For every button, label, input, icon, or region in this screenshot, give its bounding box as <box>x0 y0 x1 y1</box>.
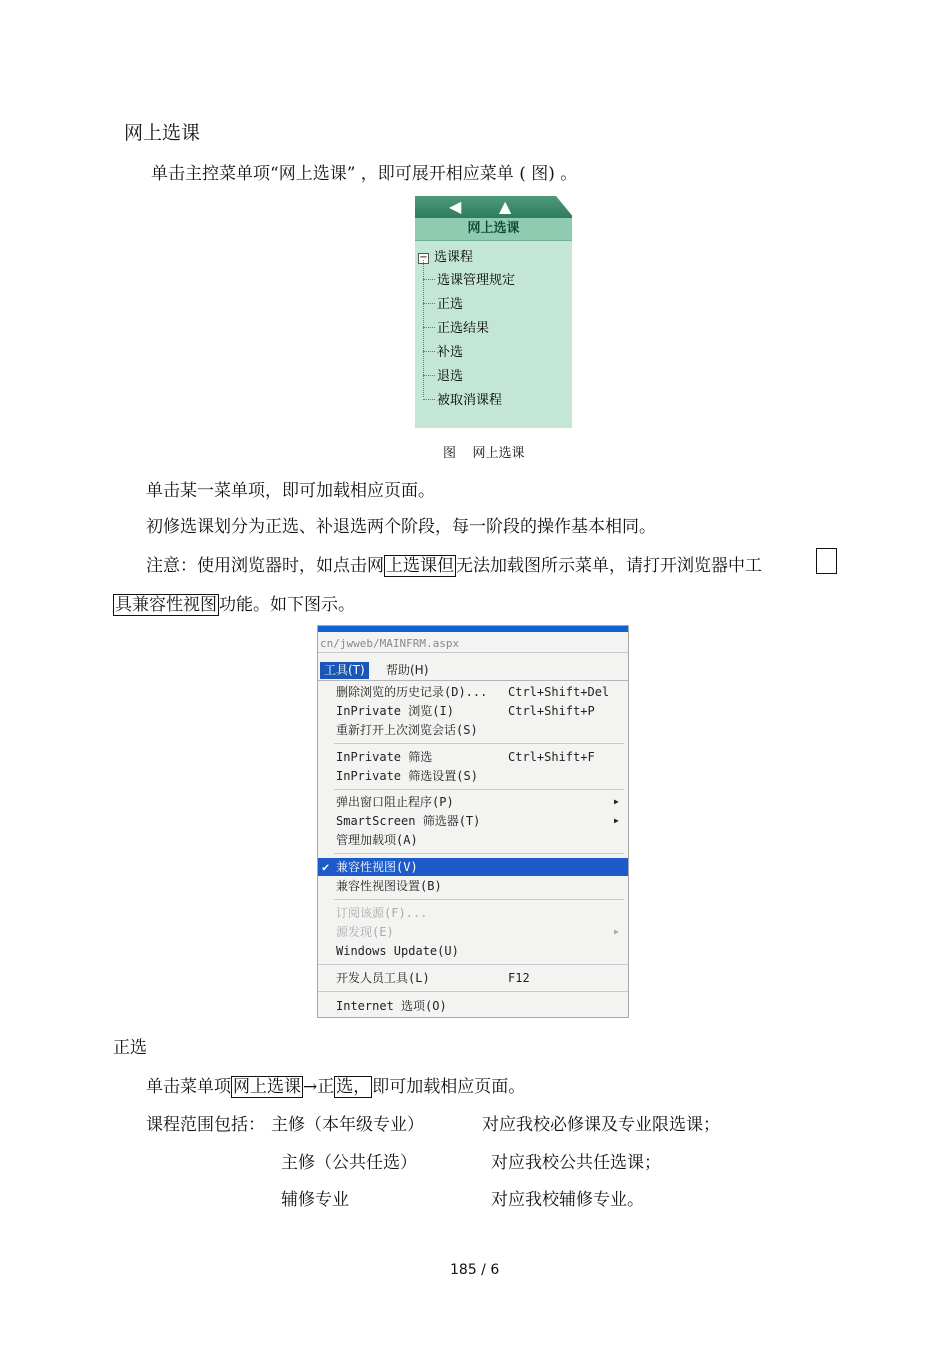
section2-heading: 正选 <box>113 1038 147 1058</box>
scope-desc-1: 对应我校必修课及专业限选课； <box>482 1115 720 1135</box>
note-boxed-text-2: 具兼容性视图 <box>115 595 217 615</box>
menu-item-compat-view-settings[interactable]: 兼容性视图设置(B) <box>336 879 442 893</box>
submenu-arrow-icon: ▶ <box>614 927 619 936</box>
menu-item-inprivate-filter-settings[interactable]: InPrivate 筛选设置(S) <box>336 769 478 783</box>
scope-desc-2: 对应我校公共任选课； <box>491 1153 661 1173</box>
menu-header-bar <box>415 196 572 218</box>
steps-arrow: →正 <box>303 1077 335 1097</box>
menu-item-delete-history[interactable]: 删除浏览的历史记录(D)... Ctrl+Shift+Del <box>336 685 610 699</box>
menu-item-internet-options[interactable]: Internet 选项(O) <box>336 999 447 1013</box>
address-bar[interactable]: cn/jwweb/MAINFRM.aspx <box>318 635 629 653</box>
caption-text: 网上选课 <box>472 446 525 461</box>
scope-name-1: 主修（本年级专业） <box>271 1115 424 1135</box>
menu-item-inprivate-browse[interactable]: InPrivate 浏览(I) Ctrl+Shift+P <box>336 704 595 718</box>
note-text-cont: 无法加载图所示菜单，请打开浏览器中工 <box>456 556 762 576</box>
online-course-menu-figure <box>415 196 572 428</box>
checkmark-icon: ✔ <box>322 860 330 874</box>
menu-item-windows-update[interactable]: Windows Update(U) <box>336 944 459 958</box>
menu-item-inprivate-filter[interactable]: InPrivate 筛选 Ctrl+Shift+F <box>336 750 595 764</box>
steps-boxed-1: 网上选课 <box>233 1077 301 1097</box>
steps-text-end: 即可加载相应页面。 <box>372 1077 526 1097</box>
tree-item-rules[interactable] <box>423 269 515 288</box>
menu-help[interactable]: 帮助(H) <box>386 663 429 677</box>
menu-title[interactable]: 网上选课 <box>415 218 572 241</box>
note-text: 注意：使用浏览器时，如点击网 <box>146 556 384 576</box>
steps-text: 单击菜单项 <box>146 1077 231 1097</box>
tree-root-course[interactable] <box>418 246 473 265</box>
tree-item-label: 正选 <box>437 297 464 312</box>
submenu-arrow-icon: ▶ <box>614 797 619 806</box>
menu-item-smartscreen[interactable]: SmartScreen 筛选器(T) ▶ <box>336 814 619 828</box>
collapse-icon[interactable]: − <box>419 252 428 263</box>
scope-desc-3: 对应我校辅修专业。 <box>491 1190 644 1210</box>
scope-name-2: 主修（公共任选） <box>281 1153 417 1173</box>
ie-tools-menu-figure <box>317 625 629 1018</box>
caption-prefix: 图 <box>443 446 457 461</box>
menu-item-popup-blocker[interactable]: 弹出窗口阻止程序(P) ▶ <box>336 795 619 809</box>
paragraph-note-line2 <box>113 590 355 615</box>
empty-box <box>816 548 837 574</box>
paragraph-stages: 初修选课划分为正选、补退选两个阶段，每一阶段的操作基本相同。 <box>146 517 656 537</box>
note-boxed-text: 上选课但 <box>386 556 454 576</box>
note-text-end: 功能。如下图示。 <box>219 595 355 615</box>
paragraph-steps <box>146 1072 525 1097</box>
left-arrow-icon[interactable]: ◀ <box>449 197 462 216</box>
tree-item-label: 被取消课程 <box>437 393 503 408</box>
tree-item-label: 补选 <box>437 345 464 360</box>
menu-tools[interactable]: 工具(T) <box>320 662 369 679</box>
tree-item-selection-result[interactable] <box>423 317 489 336</box>
submenu-arrow-icon: ▶ <box>614 816 619 825</box>
menu-item-subscribe-feed: 订阅该源(F)... <box>336 906 428 920</box>
tree-item-label: 退选 <box>437 369 464 384</box>
menu-item-manage-addons[interactable]: 管理加载项(A) <box>336 833 418 847</box>
tree-item-main-selection[interactable] <box>423 293 463 312</box>
tree-item-withdraw[interactable] <box>423 365 463 384</box>
steps-boxed-2: 选， <box>336 1077 371 1097</box>
title-bar <box>318 626 629 632</box>
scope-name-3: 辅修专业 <box>281 1190 349 1210</box>
menu-item-compat-view[interactable]: ✔ 兼容性视图(V) <box>318 858 628 876</box>
tree-item-cancelled[interactable] <box>423 389 502 408</box>
menu-bar <box>318 661 629 681</box>
scope-label: 课程范围包括： <box>146 1115 265 1135</box>
menu-item-reopen-session[interactable]: 重新打开上次浏览会话(S) <box>336 723 478 737</box>
tree-item-label: 选课管理规定 <box>437 273 516 288</box>
paragraph-intro: 单击主控菜单项“网上选课” ，即可展开相应菜单 ( 图) 。 <box>151 164 578 184</box>
paragraph-note <box>146 551 762 576</box>
page-number: 185 / 6 <box>450 1262 500 1278</box>
section-heading: 网上选课 <box>124 122 201 144</box>
tree-item-supplementary[interactable] <box>423 341 463 360</box>
menu-item-developer-tools[interactable]: 开发人员工具(L) F12 <box>336 971 530 985</box>
tree-root-label: 选课程 <box>434 250 474 265</box>
tree-item-label: 正选结果 <box>437 321 490 336</box>
menu-item-feed-discovery: 源发现(E) ▶ <box>336 925 619 939</box>
figure-caption <box>443 442 525 461</box>
paragraph-load: 单击某一菜单项，即可加载相应页面。 <box>146 481 435 501</box>
up-arrow-icon[interactable]: ▲ <box>499 197 512 216</box>
